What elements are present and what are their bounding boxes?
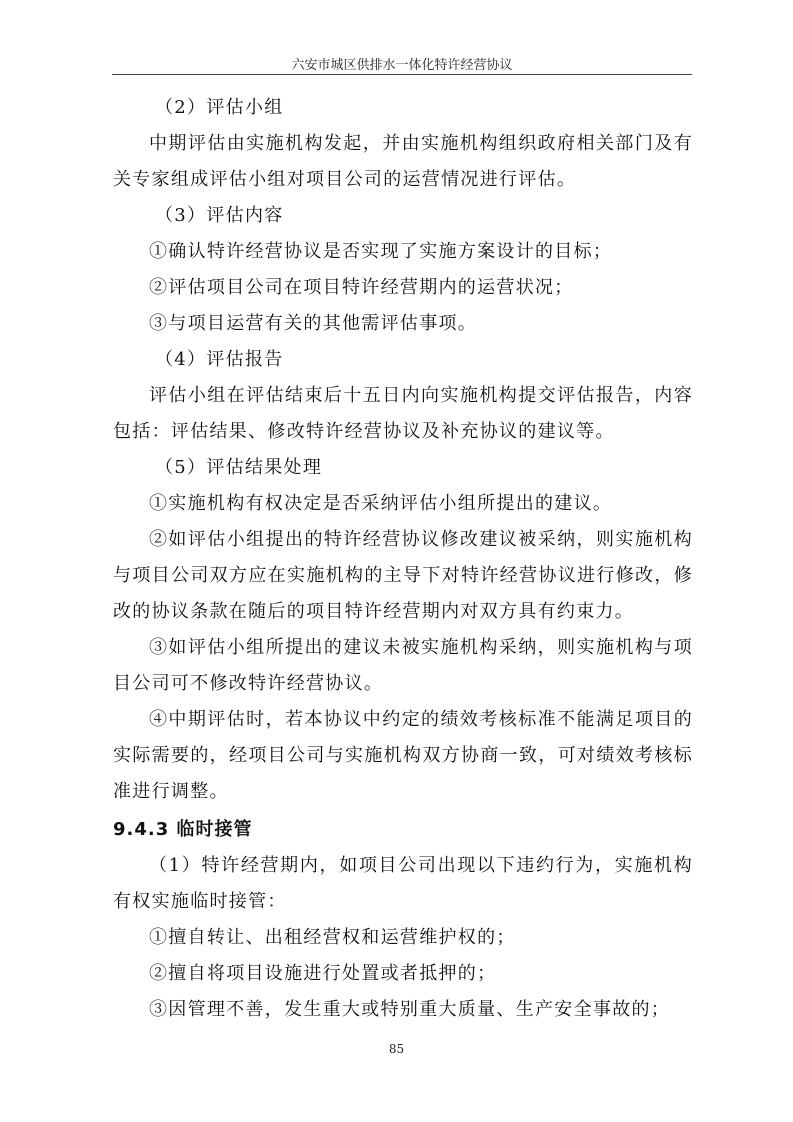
section-heading: 9.4.3 临时接管 (113, 819, 253, 840)
page-number: 85 (388, 1042, 405, 1056)
subsection-title: （5）评估结果处理 (155, 457, 323, 478)
list-item: ③与项目运营有关的其他需评估事项。 (149, 313, 478, 334)
list-item: ①确认特许经营协议是否实现了实施方案设计的目标； (149, 241, 613, 262)
subsection-title: （2）评估小组 (155, 97, 284, 118)
list-item: ②如评估小组提出的特许经营协议修改建议被采纳，则实施机构与项目公司双方应在实施机构的主导下对特许经营协议进行修改，修改的协议条款在随后的项目特许经营期内对双方具有约束力。 (113, 529, 693, 622)
list-item: ①实施机构有权决定是否采纳评估小组所提出的建议。 (149, 493, 613, 514)
paragraph: 评估小组在评估结束后十五日内向实施机构提交评估报告，内容包括：评估结果、修改特许经营协议及补充协议的建议等。 (113, 385, 693, 442)
list-item: ③如评估小组所提出的建议未被实施机构采纳，则实施机构与项目公司可不修改特许经营协议。 (113, 637, 693, 694)
running-header: 六安市城区供排水一体化特许经营协议 (291, 58, 513, 73)
document-body (113, 90, 693, 1028)
paragraph: 中期评估由实施机构发起，并由实施机构组织政府相关部门及有关专家组成评估小组对项目公司的运营情况进行评估。 (113, 133, 693, 190)
list-item: ②评估项目公司在项目特许经营期内的运营状况； (149, 277, 574, 298)
list-item: ④中期评估时，若本协议中约定的绩效考核标准不能满足项目的实际需要的，经项目公司与实施机构双方协商一致，可对绩效考核标准进行调整。 (113, 709, 693, 802)
list-item: ②擅自将项目设施进行处置或者抵押的； (149, 963, 497, 984)
list-item: ③因管理不善，发生重大或特别重大质量、生产安全事故的； (149, 999, 671, 1020)
subsection-title: （4）评估报告 (155, 349, 284, 370)
paragraph: （1）特许经营期内，如项目公司出现以下违约行为，实施机构有权实施临时接管： (113, 855, 693, 912)
list-item: ①擅自转让、出租经营权和运营维护权的； (149, 927, 516, 948)
subsection-title: （3）评估内容 (155, 205, 284, 226)
header-rule (112, 74, 692, 75)
